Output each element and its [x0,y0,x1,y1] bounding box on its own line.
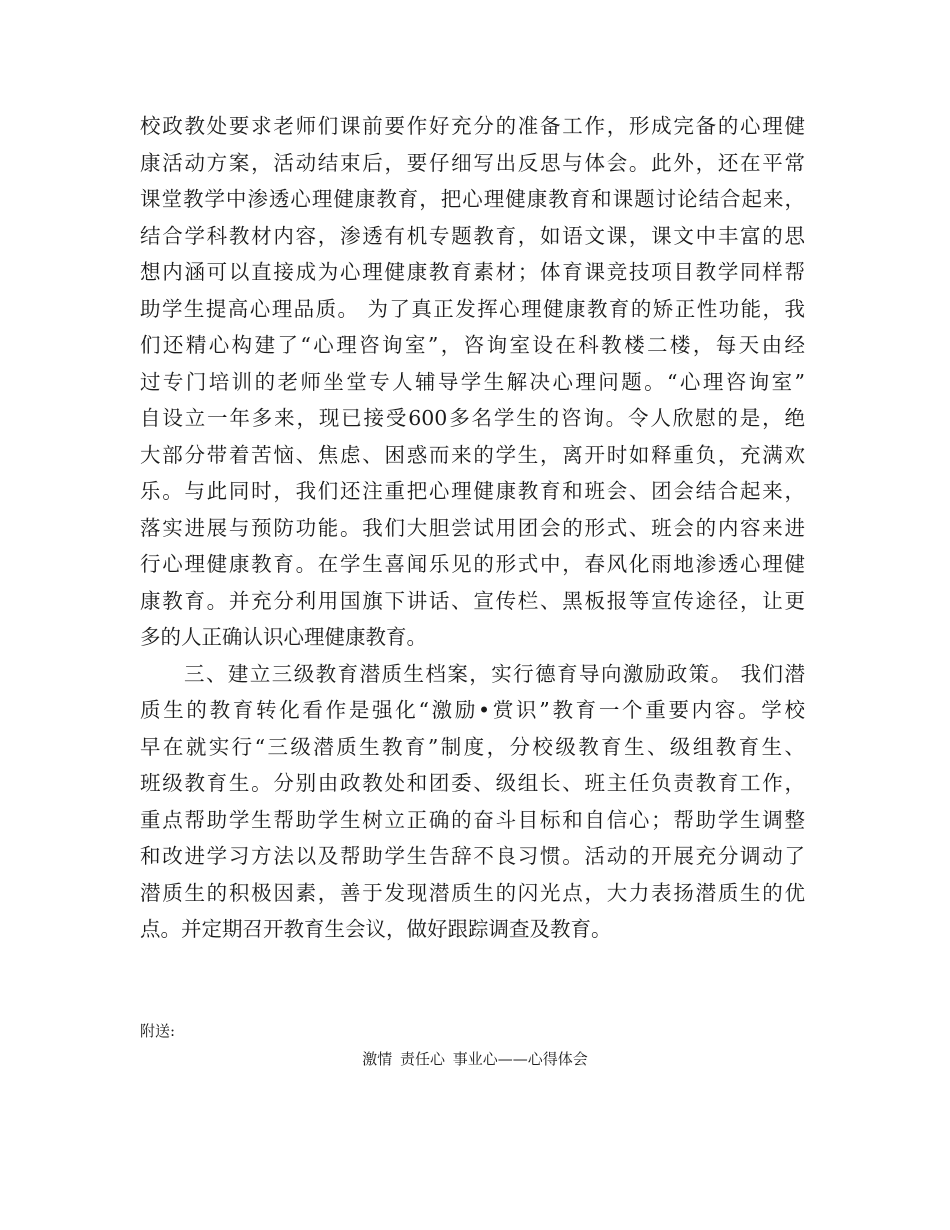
document-body [140,108,805,948]
text-line: 想内涵可以直接成为心理健康教育素材；体育课竞技项目教学同样帮 [140,260,805,284]
text-line: 和改进学习方法以及帮助学生告辞不良习惯。活动的开展充分调动了 [140,844,805,868]
text-line: 行心理健康教育。在学生喜闻乐见的形式中，春风化雨地渗透心理健 [140,552,805,576]
text-line: 质生的教育转化看作是强化“激励•赏识”教育一个重要内容。学校 [140,698,805,722]
text-line: 潜质生的积极因素，善于发现潜质生的闪光点，大力表扬潜质生的优 [140,880,805,905]
text-line: 课堂教学中渗透心理健康教育，把心理健康教育和课题讨论结合起来， [140,187,805,211]
text-line: 康教育。并充分利用国旗下讲话、宣传栏、黑板报等宣传途径，让更 [140,588,805,613]
text-line: 大部分带着苦恼、焦虑、困惑而来的学生，离开时如释重负，充满欢 [140,442,805,467]
text-line: 班级教育生。分别由政教处和团委、级组长、班主任负责教育工作， [140,771,805,795]
text-line: 乐。与此同时，我们还注重把心理健康教育和班会、团会结合起来， [140,479,805,503]
paragraph-psychology-education [140,108,805,656]
appendix-title: 激情 责任心 事业心——心得体会 [362,1050,588,1068]
text-line: 早在就实行“三级潜质生教育”制度，分校级教育生、级组教育生、 [140,734,805,759]
paragraph-three-level-archive [140,656,805,948]
text-line: 落实进展与预防功能。我们大胆尝试用团会的形式、班会的内容来进 [140,515,805,540]
appendix-label: 附送: [140,1022,176,1040]
text-line: 点。并定期召开教育生会议，做好跟踪调查及教育。 [140,917,612,941]
text-line: 三、建立三级教育潜质生档案，实行德育导向激励政策。 我们潜 [184,661,805,686]
text-line: 过专门培训的老师坐堂专人辅导学生解决心理问题。“心理咨询室” [140,369,805,394]
text-line: 多的人正确认识心理健康教育。 [140,625,427,649]
text-line: 助学生提高心理品质。 为了真正发挥心理健康教育的矫正性功能，我 [140,296,805,321]
text-line: 们还精心构建了“心理咨询室”，咨询室设在科教楼二楼，每天由经 [140,333,805,357]
text-line: 校政教处要求老师们课前要作好充分的准备工作，形成完备的心理健 [140,114,805,138]
text-line: 结合学科教材内容，渗透有机专题教育，如语文课，课文中丰富的思 [140,223,805,248]
text-line: 康活动方案，活动结束后，要仔细写出反思与体会。此外，还在平常 [140,150,805,175]
text-line: 重点帮助学生帮助学生树立正确的奋斗目标和自信心；帮助学生调整 [140,807,805,832]
text-line: 自设立一年多来，现已接受600多名学生的咨询。令人欣慰的是，绝 [140,406,805,430]
